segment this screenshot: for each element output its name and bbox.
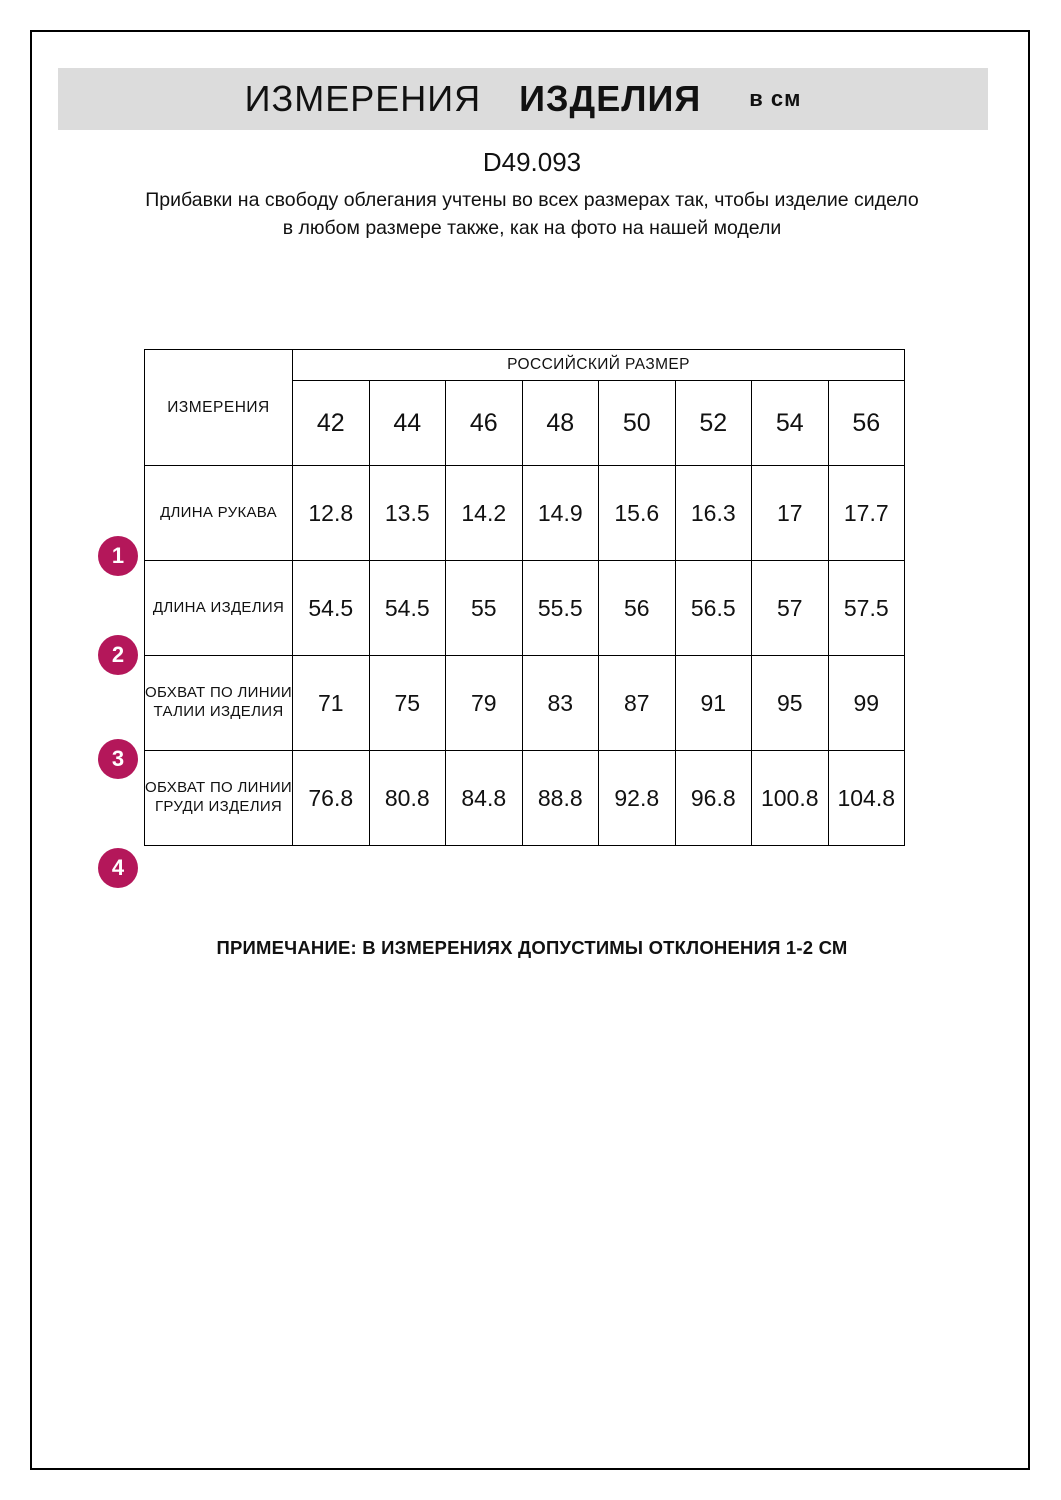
row-label-product-length: ДЛИНА ИЗДЕЛИЯ [145,561,293,656]
cell-r0-c4: 15.6 [599,466,676,561]
cell-r0-c0: 12.8 [293,466,370,561]
bullet-marker-1: 1 [98,536,138,576]
cell-r3-c0: 76.8 [293,751,370,846]
page-border [30,30,1030,1470]
row-label-sleeve-length: ДЛИНА РУКАВА [145,466,293,561]
size-cell-48: 48 [522,381,599,466]
cell-r2-c4: 87 [599,656,676,751]
measurements-table-wrapper [144,349,904,846]
table-row [145,751,905,846]
bullet-marker-2: 2 [98,635,138,675]
cell-r2-c1: 75 [369,656,446,751]
cell-r1-c0: 54.5 [293,561,370,656]
cell-r3-c1: 80.8 [369,751,446,846]
cell-r2-c3: 83 [522,656,599,751]
cell-r0-c7: 17.7 [828,466,905,561]
cell-r1-c7: 57.5 [828,561,905,656]
bullet-marker-4: 4 [98,848,138,888]
cell-r3-c4: 92.8 [599,751,676,846]
size-cell-44: 44 [369,381,446,466]
cell-r1-c4: 56 [599,561,676,656]
bullet-marker-3: 3 [98,739,138,779]
cell-r0-c3: 14.9 [522,466,599,561]
header-banner [58,68,988,130]
cell-r1-c6: 57 [752,561,829,656]
table-row [145,561,905,656]
cell-r1-c1: 54.5 [369,561,446,656]
cell-r3-c7: 104.8 [828,751,905,846]
cell-r1-c3: 55.5 [522,561,599,656]
header-cell-measurements: ИЗМЕРЕНИЯ [145,350,293,466]
cell-r2-c6: 95 [752,656,829,751]
cell-r0-c1: 13.5 [369,466,446,561]
header-unit-label: в см [749,86,802,111]
cell-r3-c5: 96.8 [675,751,752,846]
header-title-product: ИЗДЕЛИЯ [519,78,702,119]
size-cell-46: 46 [446,381,523,466]
cell-r1-c2: 55 [446,561,523,656]
header-cell-russian-size: РОССИЙСКИЙ РАЗМЕР [293,350,905,381]
cell-r3-c2: 84.8 [446,751,523,846]
table-row [145,656,905,751]
intro-note: Прибавки на свободу облегания учтены во всех размерах так, чтобы изделие сидело в любом размере также, как на фото на нашей модели [145,189,919,239]
table-row-group-header [145,350,905,381]
cell-r3-c6: 100.8 [752,751,829,846]
cell-r3-c3: 88.8 [522,751,599,846]
cell-r2-c7: 99 [828,656,905,751]
cell-r0-c5: 16.3 [675,466,752,561]
row-label-chest-circumference: ОБХВАТ ПО ЛИНИИ ГРУДИ ИЗДЕЛИЯ [145,751,293,846]
size-cell-52: 52 [675,381,752,466]
article-code: D49.093 [482,147,582,177]
row-label-waist-circumference: ОБХВАТ ПО ЛИНИИ ТАЛИИ ИЗДЕЛИЯ [145,656,293,751]
measurements-table [144,349,905,846]
cell-r0-c2: 14.2 [446,466,523,561]
table-row [145,466,905,561]
cell-r1-c5: 56.5 [675,561,752,656]
size-cell-56: 56 [828,381,905,466]
cell-r0-c6: 17 [752,466,829,561]
size-cell-42: 42 [293,381,370,466]
footer-note: ПРИМЕЧАНИЕ: В ИЗМЕРЕНИЯХ ДОПУСТИМЫ ОТКЛОНЕНИЯ 1-2 СМ [216,937,848,958]
cell-r2-c2: 79 [446,656,523,751]
size-cell-54: 54 [752,381,829,466]
cell-r2-c5: 91 [675,656,752,751]
size-cell-50: 50 [599,381,676,466]
header-title-measurements: ИЗМЕРЕНИЯ [244,78,482,119]
cell-r2-c0: 71 [293,656,370,751]
